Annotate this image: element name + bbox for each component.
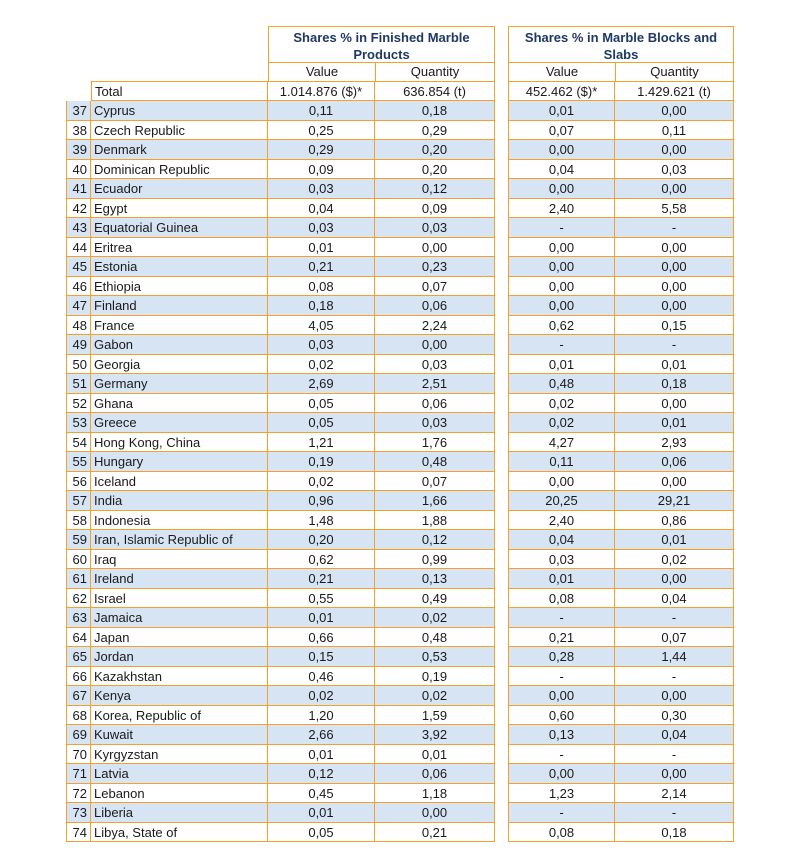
country-name: Kazakhstan	[91, 667, 268, 687]
blocks-value: 0,08	[508, 823, 615, 843]
country-name: Iran, Islamic Republic of	[91, 530, 268, 550]
blocks-value: 0,01	[508, 101, 615, 121]
table-row	[0, 667, 800, 687]
row-number: 57	[66, 491, 91, 511]
finished-value: 0,55	[268, 589, 375, 609]
subheader-value-1: Value	[268, 62, 376, 82]
blocks-quantity: 2,93	[615, 433, 734, 453]
blocks-quantity: 0,00	[615, 238, 734, 258]
finished-quantity: 0,07	[375, 277, 495, 297]
finished-value: 4,05	[268, 316, 375, 336]
blocks-quantity: 0,00	[615, 472, 734, 492]
blocks-value: -	[508, 745, 615, 765]
finished-quantity: 0,01	[375, 745, 495, 765]
blocks-quantity: 0,00	[615, 257, 734, 277]
country-name: Israel	[91, 589, 268, 609]
row-number: 61	[66, 569, 91, 589]
row-number: 55	[66, 452, 91, 472]
finished-quantity: 0,18	[375, 101, 495, 121]
row-number: 47	[66, 296, 91, 316]
table-row	[0, 628, 800, 648]
group-header-finished-products	[268, 26, 495, 63]
finished-quantity: 0,02	[375, 608, 495, 628]
blocks-quantity: 0,02	[615, 550, 734, 570]
blocks-quantity: 0,00	[615, 179, 734, 199]
finished-quantity: 1,59	[375, 706, 495, 726]
blocks-value: 0,02	[508, 413, 615, 433]
country-name: Eritrea	[91, 238, 268, 258]
table-row	[0, 647, 800, 667]
row-number: 73	[66, 803, 91, 823]
table-row	[0, 550, 800, 570]
finished-value: 1,21	[268, 433, 375, 453]
country-name: Iraq	[91, 550, 268, 570]
blocks-value: 4,27	[508, 433, 615, 453]
finished-quantity: 1,18	[375, 784, 495, 804]
blocks-value: 0,07	[508, 121, 615, 141]
table-row	[0, 452, 800, 472]
finished-value: 0,02	[268, 355, 375, 375]
finished-quantity: 0,23	[375, 257, 495, 277]
table-row	[0, 277, 800, 297]
finished-quantity: 1,88	[375, 511, 495, 531]
table-row	[0, 316, 800, 336]
table-row	[0, 218, 800, 238]
row-number: 62	[66, 589, 91, 609]
finished-quantity: 3,92	[375, 725, 495, 745]
country-name: Lebanon	[91, 784, 268, 804]
finished-quantity: 0,00	[375, 238, 495, 258]
row-number: 69	[66, 725, 91, 745]
finished-quantity: 0,48	[375, 452, 495, 472]
country-name: Georgia	[91, 355, 268, 375]
finished-value: 0,15	[268, 647, 375, 667]
country-name: Gabon	[91, 335, 268, 355]
country-name: Finland	[91, 296, 268, 316]
blocks-quantity: 0,01	[615, 355, 734, 375]
country-name: Ghana	[91, 394, 268, 414]
country-name: Kuwait	[91, 725, 268, 745]
finished-value: 0,02	[268, 472, 375, 492]
blocks-quantity: -	[615, 608, 734, 628]
table-row	[0, 121, 800, 141]
table-row	[0, 725, 800, 745]
finished-value: 0,05	[268, 823, 375, 843]
total-quantity-blocks: 1.429.621 (t)	[615, 81, 734, 101]
blocks-quantity: 0,11	[615, 121, 734, 141]
country-name: Estonia	[91, 257, 268, 277]
blocks-value: 0,04	[508, 530, 615, 550]
row-number: 48	[66, 316, 91, 336]
table-row	[0, 745, 800, 765]
finished-quantity: 0,13	[375, 569, 495, 589]
group-header-blocks-slabs-text: Shares % in Marble Blocks and Slabs	[524, 30, 718, 62]
row-number: 64	[66, 628, 91, 648]
country-name: Denmark	[91, 140, 268, 160]
blocks-value: 0,13	[508, 725, 615, 745]
blocks-value: 0,00	[508, 257, 615, 277]
country-name: Ecuador	[91, 179, 268, 199]
finished-value: 0,05	[268, 394, 375, 414]
row-number: 52	[66, 394, 91, 414]
finished-value: 0,04	[268, 199, 375, 219]
blocks-quantity: 0,86	[615, 511, 734, 531]
table-row	[0, 394, 800, 414]
finished-quantity: 2,24	[375, 316, 495, 336]
total-quantity-finished: 636.854 (t)	[375, 81, 495, 101]
finished-quantity: 0,06	[375, 296, 495, 316]
table-row	[0, 433, 800, 453]
table-row	[0, 335, 800, 355]
country-name: Jamaica	[91, 608, 268, 628]
country-name: Hong Kong, China	[91, 433, 268, 453]
blocks-value: 0,11	[508, 452, 615, 472]
blocks-quantity: 0,15	[615, 316, 734, 336]
finished-quantity: 0,03	[375, 355, 495, 375]
blocks-value: 0,01	[508, 569, 615, 589]
finished-value: 1,20	[268, 706, 375, 726]
finished-quantity: 0,20	[375, 160, 495, 180]
finished-value: 0,01	[268, 608, 375, 628]
table-row	[0, 238, 800, 258]
blocks-value: 2,40	[508, 511, 615, 531]
finished-quantity: 0,06	[375, 394, 495, 414]
table-row	[0, 530, 800, 550]
country-name: Czech Republic	[91, 121, 268, 141]
finished-value: 0,09	[268, 160, 375, 180]
total-row	[0, 81, 800, 101]
country-name: Dominican Republic	[91, 160, 268, 180]
country-name: Iceland	[91, 472, 268, 492]
finished-quantity: 0,21	[375, 823, 495, 843]
blocks-quantity: 0,30	[615, 706, 734, 726]
country-name: Latvia	[91, 764, 268, 784]
finished-quantity: 0,09	[375, 199, 495, 219]
finished-quantity: 0,00	[375, 803, 495, 823]
table-row	[0, 101, 800, 121]
row-number: 72	[66, 784, 91, 804]
blocks-quantity: -	[615, 335, 734, 355]
finished-value: 0,12	[268, 764, 375, 784]
table-row	[0, 686, 800, 706]
blocks-quantity: 0,00	[615, 394, 734, 414]
blocks-quantity: 0,00	[615, 686, 734, 706]
blocks-value: 1,23	[508, 784, 615, 804]
row-number: 41	[66, 179, 91, 199]
finished-quantity: 0,48	[375, 628, 495, 648]
row-number: 67	[66, 686, 91, 706]
blocks-value: 0,00	[508, 764, 615, 784]
finished-quantity: 0,12	[375, 530, 495, 550]
finished-quantity: 0,53	[375, 647, 495, 667]
finished-value: 0,19	[268, 452, 375, 472]
table-row	[0, 764, 800, 784]
blocks-quantity: 0,07	[615, 628, 734, 648]
finished-value: 1,48	[268, 511, 375, 531]
blocks-value: 0,21	[508, 628, 615, 648]
finished-value: 0,03	[268, 218, 375, 238]
country-name: India	[91, 491, 268, 511]
country-name: Jordan	[91, 647, 268, 667]
country-name: Ethiopia	[91, 277, 268, 297]
blocks-quantity: 0,00	[615, 140, 734, 160]
finished-quantity: 0,07	[375, 472, 495, 492]
total-value-finished: 1.014.876 ($)*	[268, 81, 375, 101]
country-name: Japan	[91, 628, 268, 648]
blocks-quantity: -	[615, 667, 734, 687]
finished-value: 0,01	[268, 803, 375, 823]
blocks-value: 0,00	[508, 296, 615, 316]
finished-quantity: 0,99	[375, 550, 495, 570]
group-header-finished-products-text: Shares % in Finished Marble Products	[293, 30, 470, 62]
finished-quantity: 0,19	[375, 667, 495, 687]
finished-value: 0,18	[268, 296, 375, 316]
total-value-blocks: 452.462 ($)*	[508, 81, 615, 101]
table-row	[0, 608, 800, 628]
table-row	[0, 803, 800, 823]
blocks-quantity: 5,58	[615, 199, 734, 219]
finished-value: 0,96	[268, 491, 375, 511]
table-row	[0, 511, 800, 531]
finished-value: 0,01	[268, 238, 375, 258]
blocks-quantity: -	[615, 745, 734, 765]
finished-value: 0,03	[268, 179, 375, 199]
row-number: 38	[66, 121, 91, 141]
row-number: 70	[66, 745, 91, 765]
blocks-value: 0,03	[508, 550, 615, 570]
row-number: 56	[66, 472, 91, 492]
blocks-quantity: 0,00	[615, 764, 734, 784]
blocks-value: 0,00	[508, 179, 615, 199]
blocks-value: 0,00	[508, 238, 615, 258]
table-row	[0, 296, 800, 316]
blocks-quantity: 0,00	[615, 569, 734, 589]
blocks-quantity: 0,03	[615, 160, 734, 180]
row-number: 53	[66, 413, 91, 433]
blocks-value: -	[508, 667, 615, 687]
blocks-value: 0,08	[508, 589, 615, 609]
table-row	[0, 784, 800, 804]
row-number: 59	[66, 530, 91, 550]
finished-value: 0,29	[268, 140, 375, 160]
finished-value: 0,46	[268, 667, 375, 687]
country-name: France	[91, 316, 268, 336]
row-number: 42	[66, 199, 91, 219]
country-name: Libya, State of	[91, 823, 268, 843]
row-number: 43	[66, 218, 91, 238]
blocks-quantity: -	[615, 218, 734, 238]
blocks-value: 0,28	[508, 647, 615, 667]
table-row	[0, 472, 800, 492]
country-name: Equatorial Guinea	[91, 218, 268, 238]
row-number: 49	[66, 335, 91, 355]
finished-value: 0,20	[268, 530, 375, 550]
row-number: 74	[66, 823, 91, 843]
blocks-value: -	[508, 803, 615, 823]
finished-value: 0,05	[268, 413, 375, 433]
finished-quantity: 0,02	[375, 686, 495, 706]
row-number: 40	[66, 160, 91, 180]
row-number: 54	[66, 433, 91, 453]
table-row	[0, 413, 800, 433]
finished-quantity: 0,06	[375, 764, 495, 784]
country-name: Egypt	[91, 199, 268, 219]
finished-value: 2,66	[268, 725, 375, 745]
blocks-value: 0,04	[508, 160, 615, 180]
country-name: Greece	[91, 413, 268, 433]
blocks-quantity: 0,01	[615, 530, 734, 550]
country-name: Cyprus	[91, 101, 268, 121]
blocks-quantity: 0,04	[615, 725, 734, 745]
blocks-value: 0,01	[508, 355, 615, 375]
country-name: Indonesia	[91, 511, 268, 531]
blocks-value: 2,40	[508, 199, 615, 219]
table-row	[0, 355, 800, 375]
finished-value: 0,08	[268, 277, 375, 297]
finished-quantity: 0,20	[375, 140, 495, 160]
finished-quantity: 0,03	[375, 218, 495, 238]
row-number: 39	[66, 140, 91, 160]
row-number: 46	[66, 277, 91, 297]
table-row	[0, 589, 800, 609]
blocks-quantity: 0,01	[615, 413, 734, 433]
blocks-value: -	[508, 335, 615, 355]
subheader-quantity-1: Quantity	[375, 62, 495, 82]
blocks-quantity: 0,18	[615, 823, 734, 843]
country-name: Ireland	[91, 569, 268, 589]
blocks-value: 0,02	[508, 394, 615, 414]
table-row	[0, 491, 800, 511]
blocks-value: -	[508, 608, 615, 628]
row-number: 60	[66, 550, 91, 570]
row-number: 50	[66, 355, 91, 375]
table-row	[0, 160, 800, 180]
table-row	[0, 257, 800, 277]
table-row	[0, 706, 800, 726]
country-name: Liberia	[91, 803, 268, 823]
blocks-value: -	[508, 218, 615, 238]
row-number: 51	[66, 374, 91, 394]
finished-value: 0,62	[268, 550, 375, 570]
table-row	[0, 179, 800, 199]
row-number: 66	[66, 667, 91, 687]
blocks-value: 0,48	[508, 374, 615, 394]
blocks-value: 0,62	[508, 316, 615, 336]
finished-value: 0,21	[268, 569, 375, 589]
finished-value: 0,11	[268, 101, 375, 121]
table-row	[0, 140, 800, 160]
finished-value: 0,66	[268, 628, 375, 648]
row-number: 63	[66, 608, 91, 628]
blocks-quantity: 0,06	[615, 452, 734, 472]
country-name: Kenya	[91, 686, 268, 706]
blocks-quantity: 0,04	[615, 589, 734, 609]
blocks-value: 0,00	[508, 277, 615, 297]
blocks-quantity: 2,14	[615, 784, 734, 804]
blocks-value: 20,25	[508, 491, 615, 511]
group-header-blocks-slabs	[508, 26, 734, 63]
row-number: 58	[66, 511, 91, 531]
finished-quantity: 0,29	[375, 121, 495, 141]
blocks-quantity: 0,18	[615, 374, 734, 394]
blocks-quantity: 0,00	[615, 101, 734, 121]
blocks-quantity: 1,44	[615, 647, 734, 667]
finished-value: 2,69	[268, 374, 375, 394]
country-name: Kyrgyzstan	[91, 745, 268, 765]
country-name: Hungary	[91, 452, 268, 472]
finished-quantity: 0,49	[375, 589, 495, 609]
table-row	[0, 823, 800, 843]
country-name: Germany	[91, 374, 268, 394]
blocks-value: 0,00	[508, 686, 615, 706]
row-number: 37	[66, 101, 91, 121]
blocks-quantity: 0,00	[615, 296, 734, 316]
finished-value: 0,01	[268, 745, 375, 765]
finished-value: 0,25	[268, 121, 375, 141]
finished-value: 0,21	[268, 257, 375, 277]
country-name: Korea, Republic of	[91, 706, 268, 726]
finished-value: 0,03	[268, 335, 375, 355]
blocks-quantity: 0,00	[615, 277, 734, 297]
finished-quantity: 2,51	[375, 374, 495, 394]
finished-value: 0,45	[268, 784, 375, 804]
table-row	[0, 374, 800, 394]
table-row	[0, 199, 800, 219]
blocks-value: 0,00	[508, 140, 615, 160]
finished-quantity: 0,03	[375, 413, 495, 433]
subheader-value-2: Value	[508, 62, 616, 82]
blocks-value: 0,00	[508, 472, 615, 492]
finished-quantity: 0,12	[375, 179, 495, 199]
finished-quantity: 0,00	[375, 335, 495, 355]
blocks-value: 0,60	[508, 706, 615, 726]
row-number: 71	[66, 764, 91, 784]
row-number: 44	[66, 238, 91, 258]
finished-quantity: 1,66	[375, 491, 495, 511]
total-label: Total	[91, 81, 268, 101]
row-number: 68	[66, 706, 91, 726]
finished-value: 0,02	[268, 686, 375, 706]
finished-quantity: 1,76	[375, 433, 495, 453]
row-number: 65	[66, 647, 91, 667]
blocks-quantity: 29,21	[615, 491, 734, 511]
blocks-quantity: -	[615, 803, 734, 823]
subheader-quantity-2: Quantity	[615, 62, 734, 82]
row-number: 45	[66, 257, 91, 277]
table-row	[0, 569, 800, 589]
